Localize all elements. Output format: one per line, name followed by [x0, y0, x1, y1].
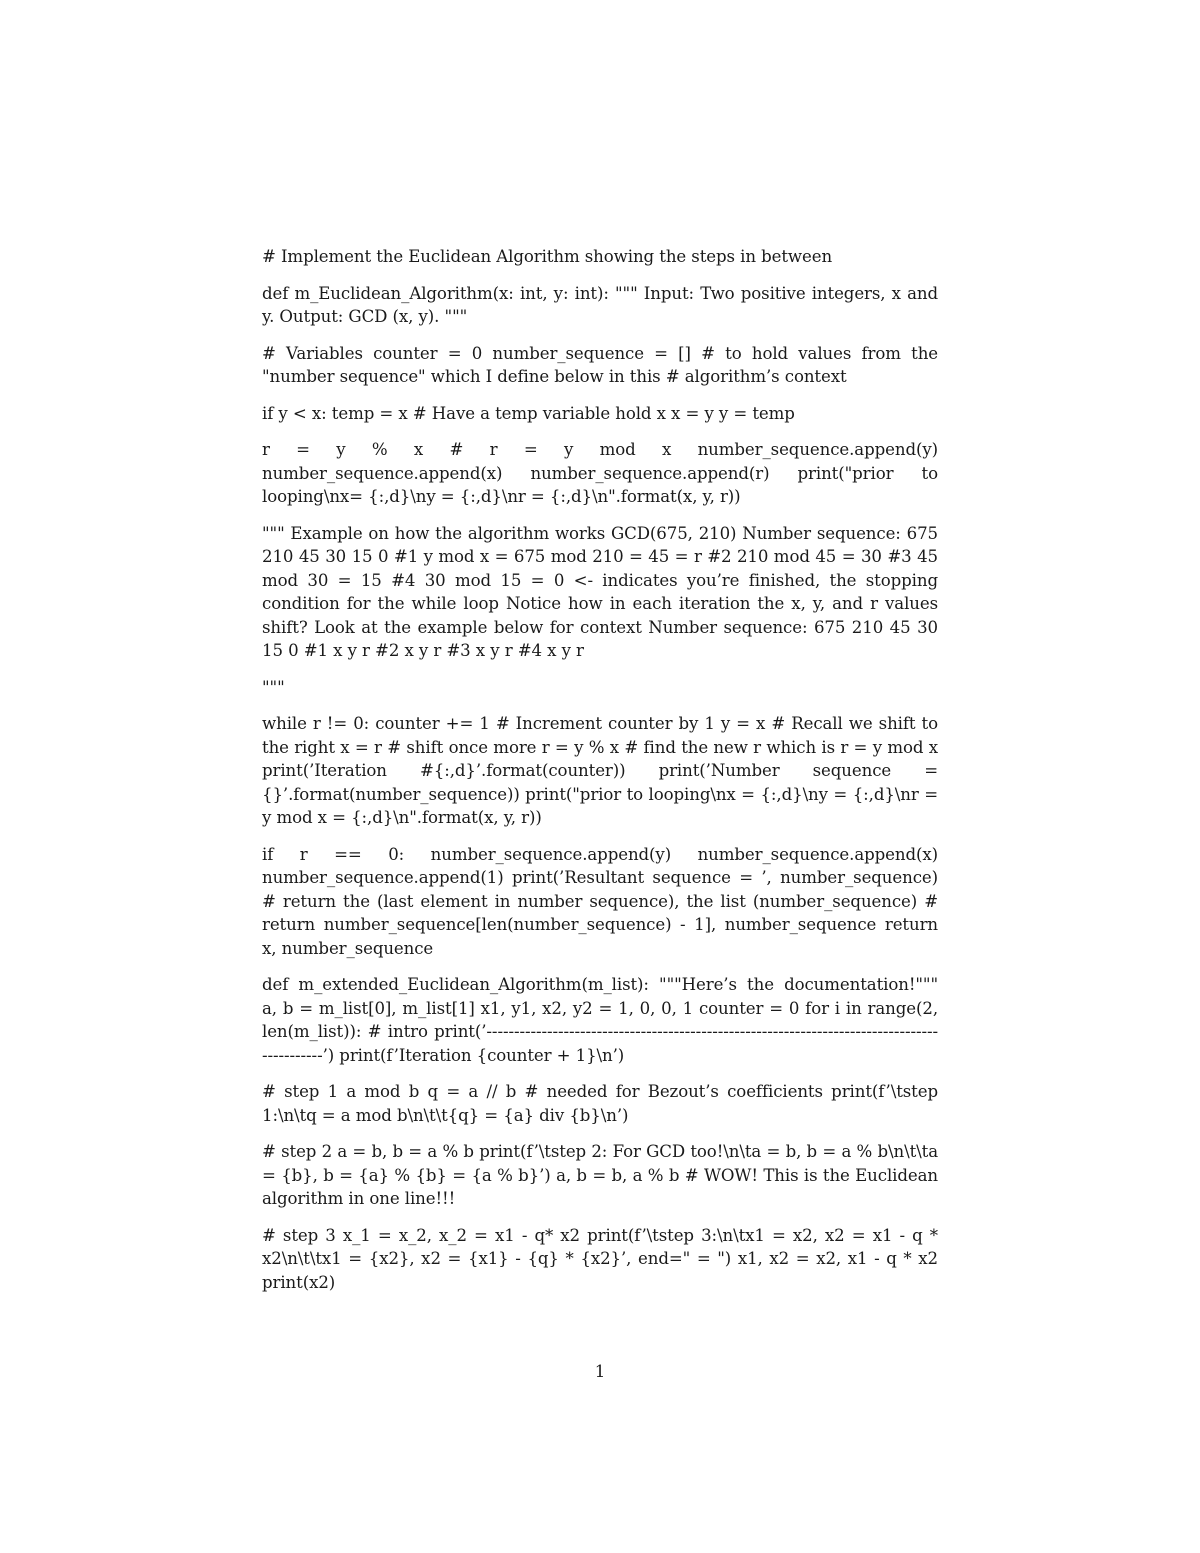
page-number: 1 [594, 1362, 606, 1381]
remainder-paragraph: r = y % x # r = y mod x number_sequence.append(y) number_sequence.append(x) number_sequence.append(r) print("prior to looping\nx= {:,d}\ny = {:,d}\nr = {:,d}\n".format(x, y, r)) [262, 440, 938, 506]
while-loop-paragraph: while r != 0: counter += 1 # Increment counter by 1 y = x # Recall we shift to the right x = r # shift once more r = y % x # find the new r which is r = y mod x print(’Iteration #{:,d}’.format(counter)) print(’Number sequence = {}’.format(number_sequence)) print("prior to looping\nx = {:,d}\ny = {:,d}\nr = y mod x = {:,d}\n".format(x, y, r)) [262, 714, 938, 827]
function-definition-extended: def m_extended_Euclidean_Algorithm(m_list): """Here’s the documentation!""" a, b = m_list[0], m_list[1] x1, y1, x2, y2 = 1, 0, 0, 1 counter = 0 for i in range(2, len(m_list)): # intro print(’---------------------------------------------------------------------------------------------’) print(f’Iteration {counter + 1}\n’) [262, 975, 938, 1065]
termination-paragraph: if r == 0: number_sequence.append(y) number_sequence.append(x) number_sequence.append(1) print(’Resultant sequence = ’, number_sequence) # return the (last element in number sequence), the list (number_sequence) # return number_sequence[len(number_sequence) - 1], number_sequence return x, number_sequence [262, 844, 938, 958]
docstring-close: """ [262, 677, 285, 697]
function-definition-euclidean: def m_Euclidean_Algorithm(x: int, y: int): """ Input: Two positive integers, x and y. Output: GCD (x, y). """ [262, 283, 938, 326]
variables-paragraph: # Variables counter = 0 number_sequence = [] # to hold values from the "number sequence" which I define below in this # algorithm’s context [262, 343, 938, 386]
swap-paragraph: if y < x: temp = x # Have a temp variable hold x x = y y = temp [262, 403, 795, 423]
step-3-paragraph: # step 3 x_1 = x_2, x_2 = x1 - q* x2 print(f’\tstep 3:\n\tx1 = x2, x2 = x1 - q * x2\n\t\tx1 = {x2}, x2 = {x1} - {q} * {x2}’, end=" = ") x1, x2 = x2, x1 - q * x2 print(x2) [262, 1225, 938, 1292]
example-docstring-paragraph: """ Example on how the algorithm works GCD(675, 210) Number sequence: 675 210 45 30 15 0 #1 y mod x = 675 mod 210 = 45 = r #2 210 mod 45 = 30 #3 45 mod 30 = 15 #4 30 mod 15 = 0 <- indicates you’re finished, the stopping condition for the while loop Notice how in each iteration the x, y, and r values shift? Look at the example below for context Number sequence: 675 210 45 30 15 0 #1 x y r #2 x y r #3 x y r #4 x y r [262, 523, 938, 660]
step-2-paragraph: # step 2 a = b, b = a % b print(f’\tstep 2: For GCD too!\n\ta = b, b = a % b\n\t\ta = {b}, b = {a} % {b} = {a % b}’) a, b = b, a % b # WOW! This is the Euclidean algorithm in one line!!! [262, 1142, 938, 1208]
document-body [262, 245, 938, 1307]
comment-heading: # Implement the Euclidean Algorithm showing the steps in between [262, 247, 833, 266]
step-1-paragraph: # step 1 a mod b q = a // b # needed for Bezout’s coefficients print(f’\tstep 1:\n\tq = a mod b\n\t\t{q} = {a} div {b}\n’) [262, 1082, 938, 1125]
